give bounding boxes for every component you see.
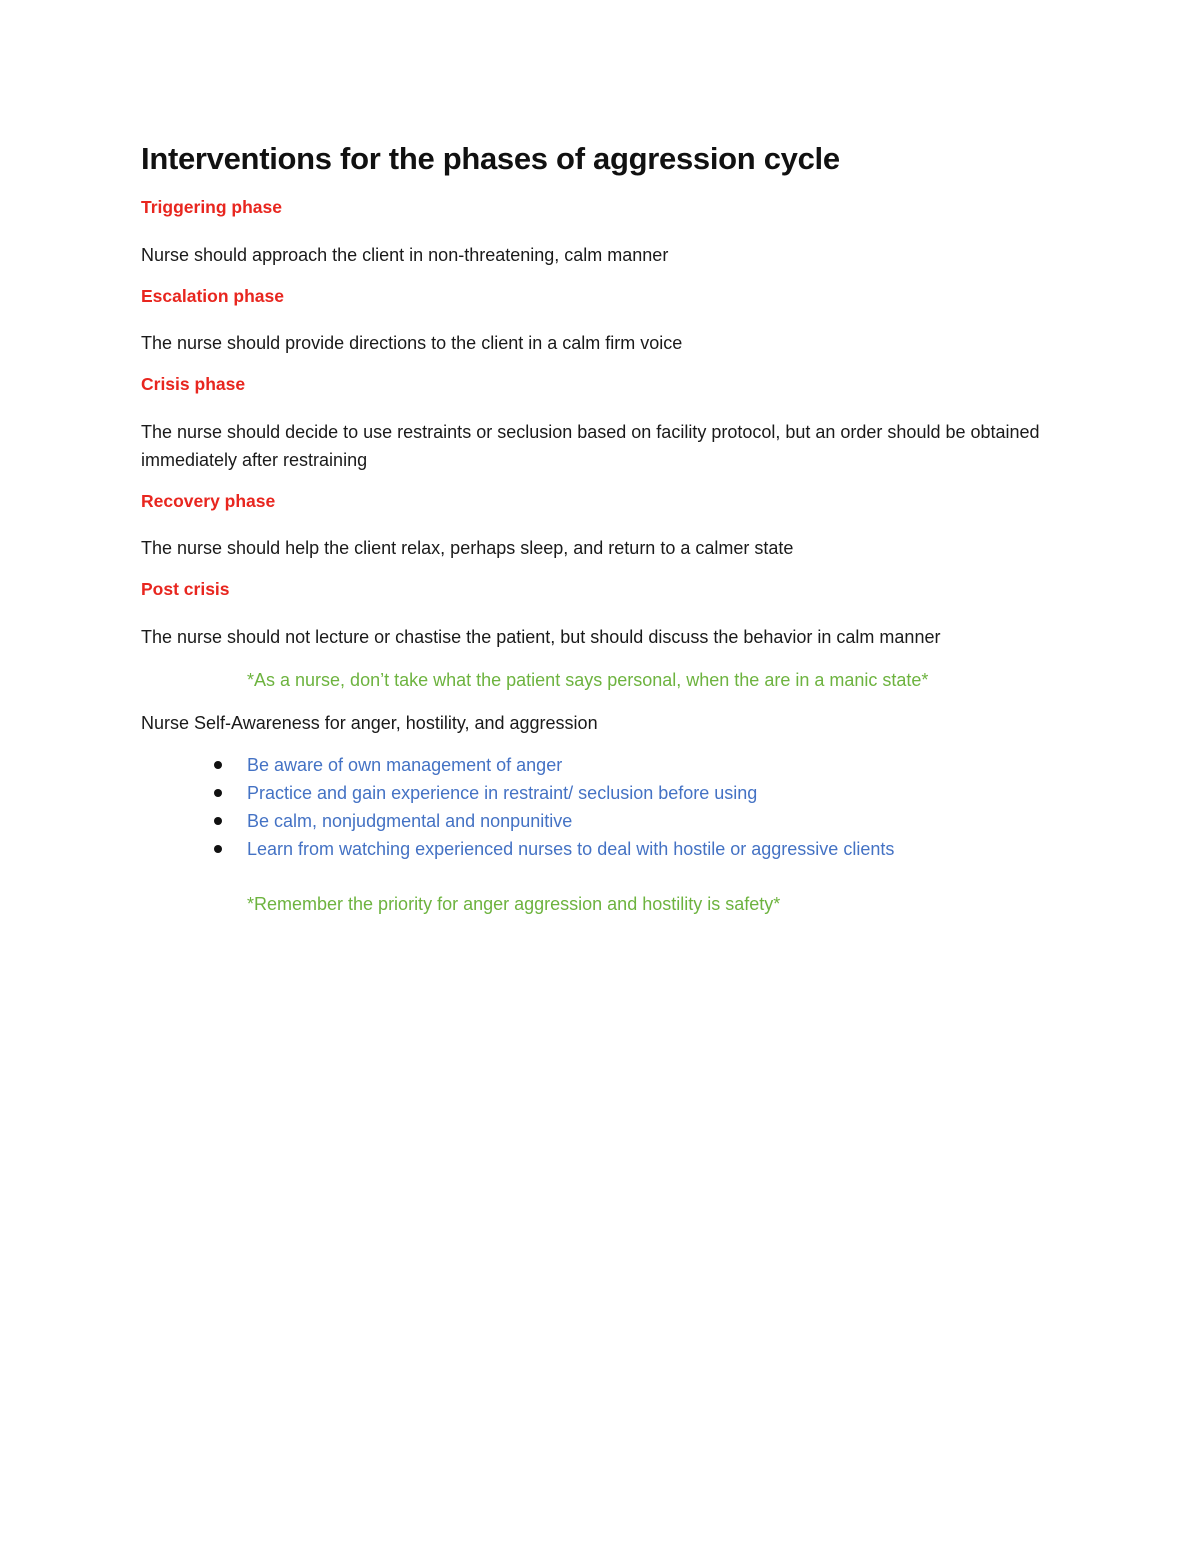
manic-state-note: *As a nurse, don’t take what the patient says personal, when the are in a manic state* xyxy=(247,670,929,691)
page-title: Interventions for the phases of aggression cycle xyxy=(141,141,840,176)
list-item xyxy=(141,807,1061,835)
bullet-icon xyxy=(214,845,222,853)
list-item xyxy=(141,835,1061,863)
bullet-icon xyxy=(214,761,222,769)
safety-priority-note: *Remember the priority for anger aggression and hostility is safety* xyxy=(247,894,781,915)
phase-text: The nurse should decide to use restraints or seclusion based on facility protocol, but an order should be obtained immediately after restraining xyxy=(141,421,1040,471)
phase-text: The nurse should provide directions to the client in a calm firm voice xyxy=(141,333,683,354)
document-page xyxy=(141,140,1061,918)
list-item-text: Learn from watching experienced nurses to deal with hostile or aggressive clients xyxy=(247,839,895,860)
self-awareness-list xyxy=(141,751,1061,863)
phase-heading: Escalation phase xyxy=(141,285,284,306)
phase-crisis xyxy=(141,374,1061,475)
list-item xyxy=(141,779,1061,807)
phase-heading: Triggering phase xyxy=(141,197,282,218)
phase-escalation xyxy=(141,286,1061,358)
phase-recovery xyxy=(141,491,1061,563)
phase-text: The nurse should help the client relax, perhaps sleep, and return to a calmer state xyxy=(141,538,794,559)
list-item-text: Be calm, nonjudgmental and nonpunitive xyxy=(247,811,573,832)
list-item xyxy=(141,751,1061,779)
phase-triggering xyxy=(141,197,1061,269)
phase-text: The nurse should not lecture or chastise the patient, but should discuss the behavior in calm manner xyxy=(141,626,941,647)
bullet-icon xyxy=(214,817,222,825)
phase-heading: Crisis phase xyxy=(141,373,246,394)
phase-heading: Recovery phase xyxy=(141,490,276,511)
self-awareness-label: Nurse Self-Awareness for anger, hostility, and aggression xyxy=(141,713,598,734)
phase-heading: Post crisis xyxy=(141,578,230,599)
phase-text: Nurse should approach the client in non-threatening, calm manner xyxy=(141,245,669,266)
list-item-text: Be aware of own management of anger xyxy=(247,755,563,776)
list-item-text: Practice and gain experience in restraint/ seclusion before using xyxy=(247,783,758,804)
phase-post-crisis xyxy=(141,579,1061,651)
bullet-icon xyxy=(214,789,222,797)
